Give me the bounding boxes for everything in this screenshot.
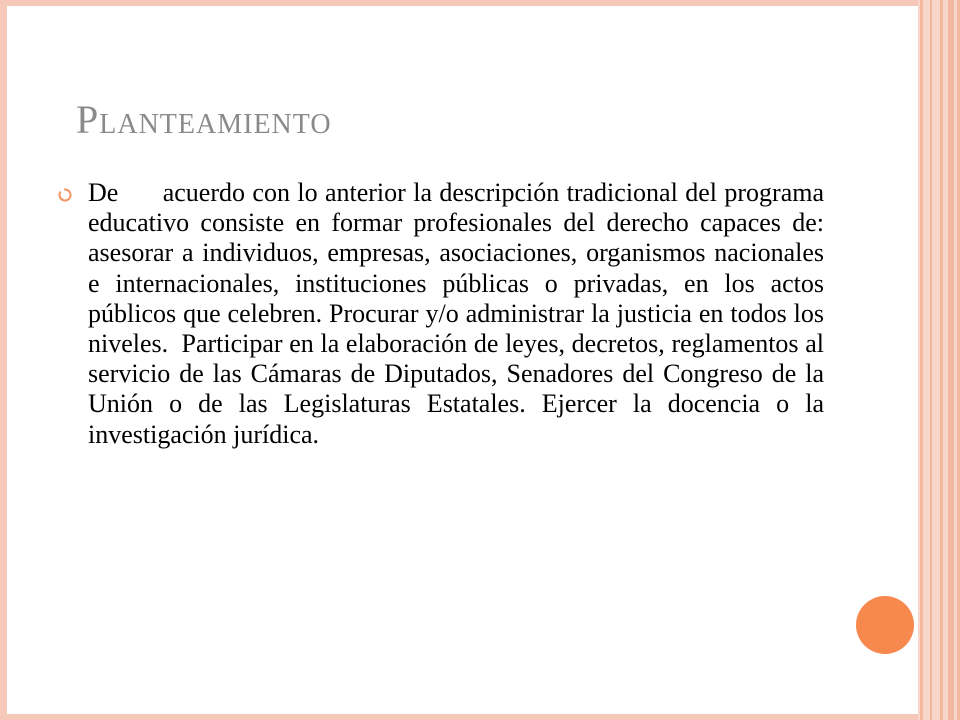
stripe-line — [930, 0, 932, 720]
body-paragraph: De acuerdo con lo anterior la descripción tradicional del programa educativo consiste en formar profesionales del derecho capaces de: asesorar a individuos, empresas, asociaciones, organismos nacionales e internacionales, instituciones públicas o privadas, en los actos públicos que celebren. Procurar y/o administrar la justicia en todos los niveles. Participar en la elaboración de leyes, decretos, reglamentos al servicio de las Cámaras de Diputados, Senadores del Congreso de la Unión o de las Legislaturas Estatales. Ejercer la docencia o la investigación jurídica. — [88, 178, 824, 449]
bullet-icon — [58, 188, 72, 202]
frame-bottom-border — [0, 714, 918, 720]
slide-title: Planteamiento — [76, 97, 332, 142]
stripe-line — [920, 0, 923, 720]
stripe-line — [948, 0, 954, 720]
accent-circle — [856, 596, 914, 654]
frame-top-border — [0, 0, 918, 6]
frame-left-border — [0, 0, 7, 720]
stripe-line — [940, 0, 943, 720]
right-stripe-band — [918, 0, 960, 720]
